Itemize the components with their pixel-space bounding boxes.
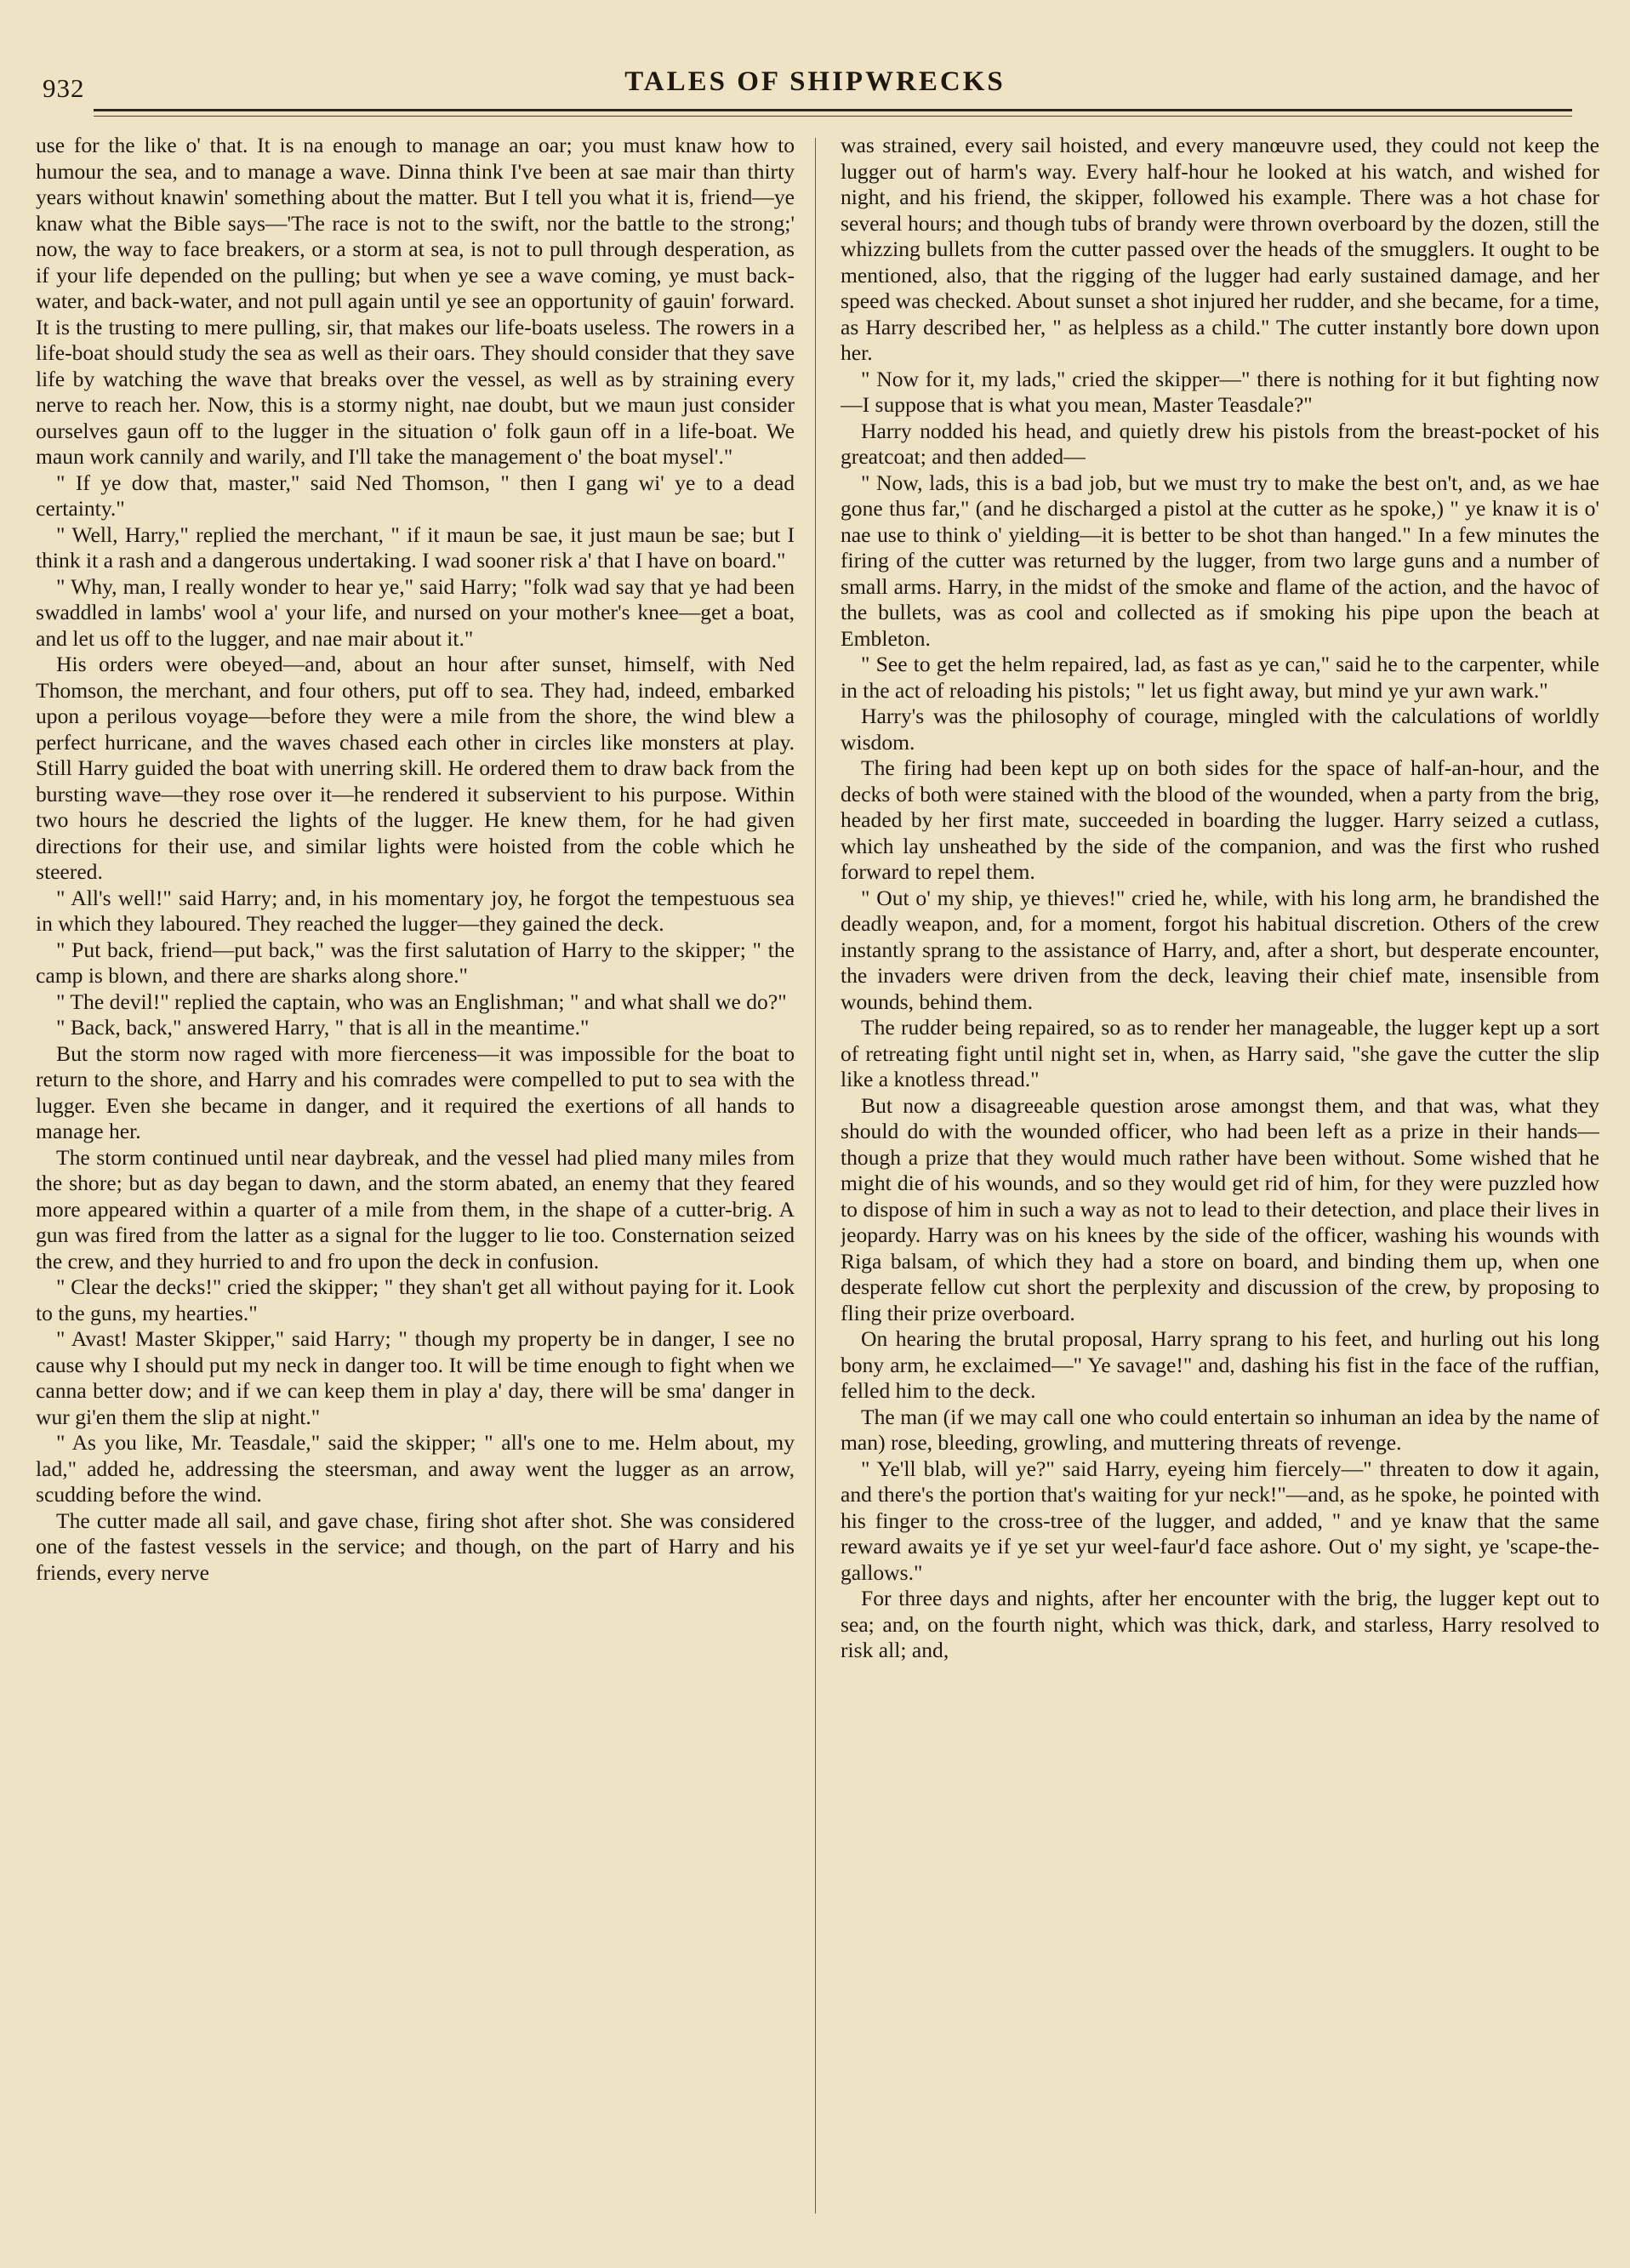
paragraph: " Clear the decks!" cried the skipper; " they shan't get all without paying for it. Look to the guns, my hearties." (36, 1274, 795, 1325)
paragraph: " See to get the helm repaired, lad, as fast as ye can," said he to the carpenter, while in the act of reloading his pistols; " let us fight away, but mind ye yur awn wark." (841, 652, 1599, 703)
paragraph: " All's well!" said Harry; and, in his momentary joy, he forgot the tempestuous sea in which they laboured. They reached the lugger—they gained the deck. (36, 885, 795, 936)
paragraph: " Now, lads, this is a bad job, but we must try to make the best on't, and, as we hae gone thus far," (and he discharged a pistol at the cutter as he spoke,) " ye knaw it is o' nae use to think o' yielding—it is better to be shot than hanged." In a few minutes the firing of the cutter was returned by the lugger, from two large guns and a number of small arms. Harry, in the midst of the smoke and flame of the action, and the havoc of the bullets, was as cool and collected as if smoking his pipe upon the beach at Embleton. (841, 470, 1599, 651)
paragraph: On hearing the brutal proposal, Harry sprang to his feet, and hurling out his long bony arm, he exclaimed—" Ye savage!" and, dashing his fist in the face of the ruffian, felled him to the deck. (841, 1326, 1599, 1403)
paragraph: For three days and nights, after her encounter with the brig, the lugger kept out to sea; and, on the fourth night, which was thick, dark, and starless, Harry resolved to risk all; and, (841, 1586, 1599, 1662)
paragraph: " Why, man, I really wonder to hear ye," said Harry; "folk wad say that ye had been swaddled in lambs' wool a' your life, and nursed on your mother's knee—get a boat, and let us off to the lugger, and nae mair about it." (36, 573, 795, 651)
paragraph: The rudder being repaired, so as to render her manageable, the lugger kept up a sort of retreating fight until night set in, when, as Harry said, "she gave the cutter the slip like a knotless thread." (841, 1015, 1599, 1091)
header-rule (94, 109, 1572, 111)
paragraph: But the storm now raged with more fierceness—it was impossible for the boat to return to the shore, and Harry and his comrades were compelled to put to sea with the lugger. Even she became in danger, and it required the exertions of all hands to manage her. (36, 1040, 795, 1143)
running-title: TALES OF SHIPWRECKS (624, 66, 1006, 97)
paragraph: His orders were obeyed—and, about an hour after sunset, himself, with Ned Thomson, the merchant, and four others, put off to sea. They had, indeed, embarked upon a perilous voyage—before they were a mile from the shore, the wind blew a perfect hurricane, and the waves chased each other in circles like monsters at play. Still Harry guided the boat with unerring skill. He ordered them to draw back from the bursting wave—they rose over it—he rendered it subservient to his purpose. Within two hours he descried the lights of the lugger. He knew them, for he had given directions for their use, and similar lights were hoisted from the coble which he steered. (36, 652, 795, 884)
header-rule-thin (94, 116, 1572, 117)
paragraph: use for the like o' that. It is na enough to manage an oar; you must knaw how to humour the sea, and to manage a wave. Dinna think I've been at sae mair than thirty years without knawin' something about the matter. But I tell you what it is, friend—ye knaw what the Bible says—'The race is not to the swift, nor the battle to the strong;' now, the way to face breakers, or a storm at sea, is not to pull through desperation, as if your life depended on the pulling; but when ye see a wave coming, ye must back-water, and back-water, and not pull again until ye see an opportunity of gauin' forward. It is the trusting to mere pulling, sir, that makes our life-boats useless. The rowers in a life-boat should study the sea as well as their oars. They should consider that they save life by watching the wave that breaks over the vessel, as well as by straining every nerve to reach her. Now, this is a stormy night, nae doubt, but we maun just consider ourselves gaun off to the lugger in the situation o' folk gaun off in a life-boat. We maun work cannily and warily, and I'll take the management o' the boat mysel'." (36, 133, 795, 469)
paragraph: was strained, every sail hoisted, and every manœuvre used, they could not keep the lugger out of harm's way. Every half-hour he looked at his watch, and wished for night, and his friend, the skipper, followed his example. There was a hot chase for several hours; and though tubs of brandy were thrown overboard by the dozen, still the whizzing bullets from the cutter passed over the heads of the smugglers. It ought to be mentioned, also, that the rigging of the lugger had early sustained damage, and her speed was checked. About sunset a shot injured her rudder, and she became, for a time, as Harry described her, " as helpless as a child." The cutter instantly bore down upon her. (841, 133, 1599, 365)
page-number: 932 (43, 73, 85, 103)
left-column (36, 133, 795, 2234)
paragraph: " Avast! Master Skipper," said Harry; " though my property be in danger, I see no cause why I should put my neck in danger too. It will be time enough to fight when we canna better dow; and if we can keep them in play a' day, there will be sma' danger in wur gi'en them the slip at night." (36, 1326, 795, 1429)
paragraph: " As you like, Mr. Teasdale," said the skipper; " all's one to me. Helm about, my lad," added he, addressing the steersman, and away went the lugger as an arrow, scudding before the wind. (36, 1430, 795, 1507)
page-header (0, 0, 1630, 128)
paragraph: " Well, Harry," replied the merchant, " if it maun be sae, it just maun be sae; but I think it a rash and a dangerous undertaking. I wad sooner risk a' that I have on board." (36, 521, 795, 573)
paragraph: " Now for it, my lads," cried the skipper—" there is nothing for it but fighting now—I suppose that is what you mean, Master Teasdale?" (841, 366, 1599, 417)
paragraph: The cutter made all sail, and gave chase, firing shot after shot. She was considered one of the fastest vessels in the service; and though, on the part of Harry and his friends, every nerve (36, 1507, 795, 1585)
paragraph: Harry's was the philosophy of courage, mingled with the calculations of worldly wisdom. (841, 704, 1599, 755)
right-column (841, 133, 1599, 2234)
paragraph: " Put back, friend—put back," was the first salutation of Harry to the skipper; " the camp is blown, and there are sharks along shore." (36, 937, 795, 988)
paragraph: " Ye'll blab, will ye?" said Harry, eyeing him fiercely—" threaten to dow it again, and there's the portion that's waiting for yur neck!"—and, as he spoke, he pointed with his finger to the cross-tree of the lugger, and added, " and ye knaw that the same reward awaits ye if ye set yur weel-faur'd face ashore. Out o' my sight, ye 'scape-the-gallows." (841, 1456, 1599, 1585)
paragraph: " The devil!" replied the captain, who was an Englishman; " and what shall we do?" (56, 989, 787, 1014)
paragraph: The man (if we may call one who could entertain so inhuman an idea by the name of man) rose, bleeding, growling, and muttering threats of revenge. (841, 1404, 1599, 1455)
paragraph: Harry nodded his head, and quietly drew his pistols from the breast-pocket of his greatcoat; and then added— (841, 418, 1599, 469)
paragraph: But now a disagreeable question arose amongst them, and that was, what they should do with the wounded officer, who had been left as a prize in their hands—though a prize that they would much rather have been without. Some wished that he might die of his wounds, and so they would get rid of him, for they were puzzled how to dispose of him in such a way as not to lead to their detection, and place their lives in jeopardy. Harry was on his knees by the side of the officer, washing his wounds with Riga balsam, of which they had a store on board, and binding them up, when one desperate fellow cut short the perplexity and discussion of the crew, by proposing to fling their prize overboard. (841, 1092, 1599, 1325)
paragraph: The firing had been kept up on both sides for the space of half-an-hour, and the decks of both were stained with the blood of the wounded, when a party from the brig, headed by her first mate, succeeded in boarding the lugger. Harry seized a cutlass, which lay unsheathed by the side of the companion, and was the first who rushed forward to repel them. (841, 755, 1599, 884)
paragraph: " If ye dow that, master," said Ned Thomson, " then I gang wi' ye to a dead certainty." (36, 470, 795, 521)
paragraph: " Back, back," answered Harry, " that is all in the meantime." (56, 1015, 590, 1040)
paragraph: " Out o' my ship, ye thieves!" cried he, while, with his long arm, he brandished the deadly weapon, and, for a moment, forgot his habitual discretion. Others of the crew instantly sprang to the assistance of Harry, and, after a short, but desperate encounter, the invaders were driven from the deck, leaving their chief mate, insensible from wounds, behind them. (841, 885, 1599, 1014)
paragraph: The storm continued until near daybreak, and the vessel had plied many miles from the shore; but as day began to dawn, and the storm abated, an enemy that they feared more appeared within a quarter of a mile from them, in the shape of a cutter-brig. A gun was fired from the latter as a signal for the lugger to lie too. Consternation seized the crew, and they hurried to and fro upon the deck in confusion. (36, 1144, 795, 1274)
column-divider (815, 138, 816, 2214)
